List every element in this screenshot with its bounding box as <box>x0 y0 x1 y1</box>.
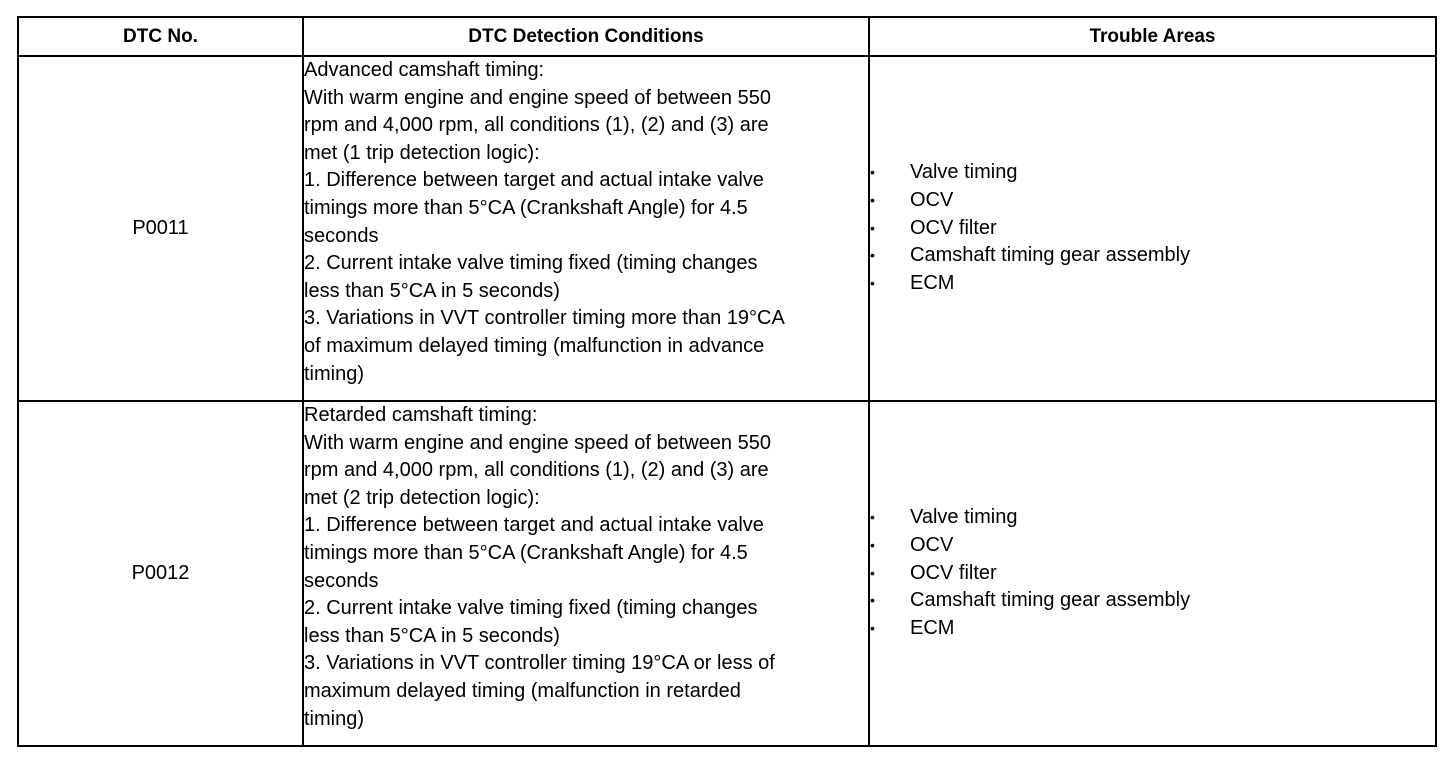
trouble-area-label: ECM <box>910 272 955 295</box>
bullet-icon: • <box>870 536 875 553</box>
condition-line: 2. Current intake valve timing fixed (timing changes <box>304 597 758 620</box>
trouble-area-item <box>870 587 1435 615</box>
bullet-icon: • <box>870 247 875 264</box>
trouble-areas-cell <box>869 401 1436 746</box>
trouble-area-item <box>870 615 1435 643</box>
trouble-area-label: OCV <box>910 188 954 211</box>
condition-line: timing) <box>304 707 365 730</box>
condition-line: 3. Variations in VVT controller timing more than 19°CA <box>304 307 785 330</box>
condition-line: Retarded camshaft timing: <box>304 404 538 426</box>
trouble-area-item <box>870 504 1435 532</box>
bullet-icon: • <box>870 191 875 208</box>
condition-line: of maximum delayed timing (malfunction in advance <box>304 334 765 357</box>
trouble-area-label: Camshaft timing gear assembly <box>910 244 1191 267</box>
trouble-area-label: ECM <box>910 617 955 640</box>
condition-line: less than 5°CA in 5 seconds) <box>304 279 560 302</box>
condition-line: Advanced camshaft timing: <box>304 59 545 81</box>
condition-line: met (1 trip detection logic): <box>304 141 540 164</box>
trouble-area-item <box>870 270 1435 298</box>
condition-line: seconds <box>304 224 379 247</box>
condition-line: seconds <box>304 569 379 592</box>
condition-line: With warm engine and engine speed of between 550 <box>304 431 771 454</box>
condition-line: 3. Variations in VVT controller timing 19°CA or less of <box>304 652 775 675</box>
bullet-icon: • <box>870 509 875 525</box>
header-detection-conditions: DTC Detection Conditions <box>303 17 869 56</box>
condition-line: 1. Difference between target and actual intake valve <box>304 169 764 192</box>
trouble-area-label: Valve timing <box>910 161 1018 183</box>
condition-line: rpm and 4,000 rpm, all conditions (1), (2) and (3) are <box>304 114 769 137</box>
condition-line: timings more than 5°CA (Crankshaft Angle) for 4.5 <box>304 541 748 564</box>
dtc-table <box>17 16 1437 747</box>
condition-line: With warm engine and engine speed of between 550 <box>304 86 771 109</box>
trouble-area-label: OCV <box>910 533 954 556</box>
trouble-area-label: OCV filter <box>910 561 997 584</box>
detection-conditions-cell <box>303 56 869 401</box>
header-dtc-no: DTC No. <box>18 17 303 56</box>
bullet-icon: • <box>870 564 875 581</box>
trouble-area-item <box>870 187 1435 215</box>
trouble-area-label: Valve timing <box>910 506 1018 528</box>
dtc-code: P0011 <box>18 56 303 401</box>
trouble-area-item <box>870 532 1435 560</box>
table-row <box>18 401 1436 746</box>
trouble-area-item <box>870 560 1435 588</box>
condition-line: 2. Current intake valve timing fixed (timing changes <box>304 252 758 275</box>
table-row <box>18 56 1436 401</box>
bullet-icon: • <box>870 275 875 292</box>
condition-line: less than 5°CA in 5 seconds) <box>304 624 560 647</box>
trouble-areas-cell <box>869 56 1436 401</box>
condition-line: met (2 trip detection logic): <box>304 486 540 509</box>
condition-line: rpm and 4,000 rpm, all conditions (1), (2) and (3) are <box>304 459 769 482</box>
bullet-icon: • <box>870 592 875 609</box>
condition-line: 1. Difference between target and actual intake valve <box>304 514 764 537</box>
condition-line: timings more than 5°CA (Crankshaft Angle) for 4.5 <box>304 196 748 219</box>
condition-line: timing) <box>304 362 365 385</box>
header-row <box>18 17 1436 56</box>
bullet-icon: • <box>870 219 875 236</box>
bullet-icon: • <box>870 620 875 637</box>
trouble-area-item <box>870 242 1435 270</box>
trouble-area-item <box>870 215 1435 243</box>
trouble-areas-list <box>870 504 1435 643</box>
bullet-icon: • <box>870 164 875 180</box>
header-trouble-areas: Trouble Areas <box>869 17 1436 56</box>
detection-conditions-cell <box>303 401 869 746</box>
table-body <box>18 56 1436 746</box>
dtc-code: P0012 <box>18 401 303 746</box>
trouble-areas-list <box>870 159 1435 298</box>
trouble-area-label: OCV filter <box>910 216 997 239</box>
condition-line: maximum delayed timing (malfunction in retarded <box>304 679 741 702</box>
trouble-area-item <box>870 159 1435 187</box>
trouble-area-label: Camshaft timing gear assembly <box>910 589 1191 612</box>
